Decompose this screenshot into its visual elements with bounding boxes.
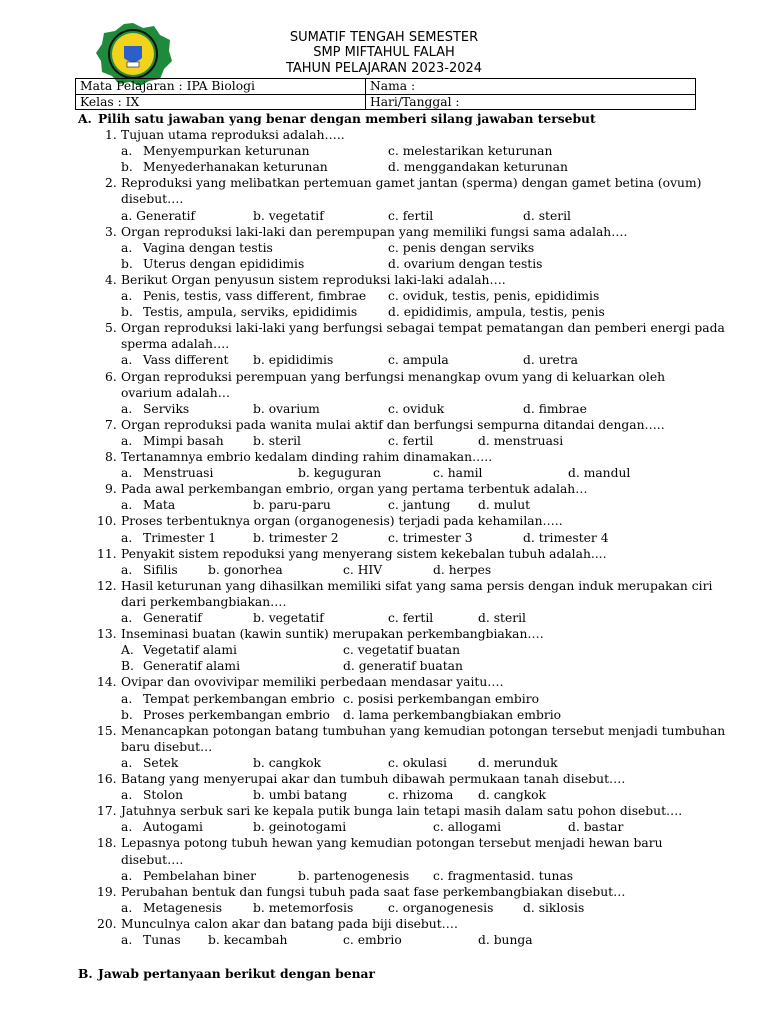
answer-option[interactable]: a. Generatif <box>121 208 196 223</box>
answer-option[interactable]: b. keguguran <box>298 466 382 481</box>
answer-option[interactable]: d. menstruasi <box>478 433 564 448</box>
section-a-title: Pilih satu jawaban yang benar dengan memberi silang jawaban tersebut <box>98 111 596 126</box>
answer-option[interactable]: d. cangkok <box>478 788 547 803</box>
answer-option[interactable]: b. <box>121 256 133 271</box>
answer-option[interactable]: d. epididimis, ampula, testis, penis <box>388 305 605 320</box>
question-text: Perubahan bentuk dan fungsi tubuh pada saat fase perkembangbiakan disebut… <box>121 884 626 899</box>
answer-option[interactable]: d. bunga <box>478 933 533 947</box>
answer-option[interactable]: d. ovarium dengan testis <box>388 256 543 271</box>
answer-option[interactable]: c. allogami <box>433 820 502 835</box>
answer-option[interactable]: b. umbi batang <box>253 788 348 803</box>
question-text: Organ reproduksi pada wanita mulai aktif dan berfungsi sempurna ditandai dengan….. <box>121 417 665 432</box>
answer-option[interactable]: b. steril <box>253 433 301 448</box>
section-b-letter: B. <box>78 966 93 981</box>
answer-option[interactable]: c. okulasi <box>388 755 447 770</box>
answer-option[interactable]: Uterus dengan epididimis <box>143 256 305 271</box>
answer-option[interactable]: Tunas <box>143 933 181 947</box>
answer-option[interactable]: d. generatif buatan <box>343 659 463 674</box>
answer-option[interactable]: a. <box>121 401 133 416</box>
answer-option[interactable]: b. gonorhea <box>208 562 283 577</box>
answer-option[interactable]: Generatif alami <box>143 659 241 674</box>
question-text: Penyakit sistem repoduksi yang menyerang sistem kekebalan tubuh adalah.... <box>121 546 607 561</box>
academic-year: TAHUN PELAJARAN 2023-2024 <box>285 61 483 76</box>
answer-option[interactable]: Mata <box>143 498 176 513</box>
answer-option[interactable]: Vegetatif alami <box>143 643 237 658</box>
answer-option[interactable]: c. oviduk <box>388 401 445 416</box>
answer-option[interactable]: c. fragmentasi <box>433 868 523 883</box>
question-number: 6. <box>105 369 117 384</box>
question-text: Menancapkan potongan batang tumbuhan yang kemudian potongan tersebut menjadi tumbuhan <box>121 723 726 738</box>
question-number: 13. <box>97 627 117 642</box>
answer-option[interactable]: d. mulut <box>478 498 531 513</box>
answer-option[interactable]: a. <box>121 900 133 915</box>
subject-cell: Mata Pelajaran : IPA Biologi <box>76 79 366 95</box>
logo-shield <box>124 46 142 62</box>
answer-option[interactable]: a. <box>121 353 133 368</box>
question-text-continued: disebut…. <box>121 192 184 207</box>
answer-option[interactable]: a. <box>121 144 133 159</box>
answer-option[interactable]: c. fertil <box>388 433 434 448</box>
question-number: 5. <box>105 321 117 336</box>
answer-option[interactable]: d. merunduk <box>478 755 558 770</box>
answer-option[interactable]: a. <box>121 611 133 625</box>
answer-option[interactable]: c. hamil <box>433 466 483 481</box>
answer-option[interactable]: d. bastar <box>568 820 624 835</box>
question-text: Organ reproduksi laki-laki yang berfungsi sebagai tempat pematangan dan pemberi energi pada <box>121 321 725 336</box>
section-b-title: Jawab pertanyaan berikut dengan benar <box>98 966 375 981</box>
answer-option[interactable]: c. fertil <box>388 611 434 625</box>
question-text: Organ reproduksi perempuan yang berfungsi menangkap ovum yang di keluarkan oleh <box>121 369 666 384</box>
answer-option[interactable]: Proses perkembangan embrio <box>143 707 330 722</box>
answer-option[interactable]: Vagina dengan testis <box>143 240 273 255</box>
answer-option[interactable]: d. steril <box>523 208 571 223</box>
answer-option[interactable]: b. partenogenesis <box>298 868 410 883</box>
question-text: Tertanamnya embrio kedalam dinding rahim dinamakan….. <box>121 450 493 464</box>
answer-option[interactable]: B. <box>121 659 134 674</box>
question-number: 7. <box>105 417 117 432</box>
answer-option[interactable]: a. <box>121 933 133 947</box>
answer-option[interactable]: d. herpes <box>433 562 492 577</box>
answer-option[interactable]: c. penis dengan serviks <box>388 240 535 255</box>
answer-option[interactable]: Testis, ampula, serviks, epididimis <box>143 305 358 320</box>
answer-option[interactable]: a. <box>121 820 133 835</box>
answer-option[interactable]: c. posisi perkembangan embiro <box>343 691 539 706</box>
answer-option[interactable]: d. mandul <box>568 466 631 481</box>
answer-option[interactable]: b. vegetatif <box>253 208 324 223</box>
answer-option[interactable]: Menyempurkan keturunan <box>143 144 310 159</box>
answer-option[interactable]: a. <box>121 755 133 770</box>
answer-option[interactable]: d. lama perkembangbiakan embrio <box>343 707 562 722</box>
answer-option[interactable]: c. oviduk, testis, penis, epididimis <box>388 289 600 303</box>
answer-option[interactable]: b. geinotogami <box>253 820 347 835</box>
date-field[interactable]: Hari/Tanggal : <box>366 94 696 110</box>
answer-option[interactable]: A. <box>121 643 134 658</box>
question-text: Jatuhnya serbuk sari ke kepala putik bunga lain tetapi masih dalam satu pohon disebut…. <box>121 804 683 819</box>
answer-option[interactable]: Mimpi basah <box>143 433 224 448</box>
answer-option[interactable]: d. trimester 4 <box>523 530 609 545</box>
question-text: Proses terbentuknya organ (organogenesis) terjadi pada kehamilan….. <box>121 514 563 529</box>
answer-option[interactable]: d. tunas <box>523 868 574 883</box>
question-text: Organ reproduksi laki-laki dan perempupan yang memiliki fungsi sama adalah…. <box>121 224 628 239</box>
school-logo <box>94 22 172 86</box>
answer-option[interactable]: b. <box>121 160 133 175</box>
question-text: Ovipar dan ovovivipar memiliki perbedaan mendasar yaitu…. <box>121 675 504 690</box>
answer-option[interactable]: a. <box>121 240 133 255</box>
question-number: 14. <box>97 675 117 690</box>
question-number: 10. <box>97 514 117 529</box>
answer-option[interactable]: d. steril <box>478 611 526 625</box>
answer-option[interactable]: Menyederhanakan keturunan <box>143 160 328 175</box>
question-text-continued: baru disebut… <box>121 739 213 754</box>
answer-option[interactable]: Autogami <box>143 820 203 835</box>
answer-option[interactable]: b. kecambah <box>208 933 288 947</box>
question-text: Lepasnya potong tubuh hewan yang kemudian potongan tersebut menjadi hewan baru <box>121 836 663 851</box>
question-number: 16. <box>97 772 117 786</box>
class-cell: Kelas : IX <box>76 94 366 110</box>
answer-option[interactable]: Menstruasi <box>143 466 214 481</box>
question-text-continued: ovarium adalah… <box>121 385 230 400</box>
answer-option[interactable]: Tempat perkembangan embrio <box>143 691 335 706</box>
question-text-continued: disebut…. <box>121 852 184 867</box>
question-number: 1. <box>105 128 117 142</box>
answer-option[interactable]: c. ampula <box>388 353 449 368</box>
question-number: 18. <box>97 836 117 851</box>
answer-option[interactable]: b. vegetatif <box>253 611 324 625</box>
answer-option[interactable]: b. metemorfosis <box>253 900 354 915</box>
answer-option[interactable]: a. <box>121 788 133 803</box>
question-number: 3. <box>105 224 117 239</box>
answer-option[interactable]: c. organogenesis <box>388 900 494 915</box>
answer-option[interactable]: Sifilis <box>143 562 178 577</box>
answer-option[interactable]: a. <box>121 691 133 706</box>
answer-option[interactable]: Penis, testis, vass different, fimbrae <box>143 289 367 303</box>
answer-option[interactable]: b. <box>121 305 133 320</box>
answer-option[interactable]: b. trimester 2 <box>253 530 339 545</box>
answer-option[interactable]: b. ovarium <box>253 401 320 416</box>
question-text-continued: sperma adalah…. <box>121 337 230 352</box>
question-text: Pada awal perkembangan embrio, organ yang pertama terbentuk adalah… <box>121 482 588 497</box>
question-number: 19. <box>97 884 117 899</box>
question-number: 4. <box>105 272 117 287</box>
answer-option[interactable]: d. uretra <box>523 353 578 368</box>
answer-option[interactable]: c. rhizoma <box>388 788 454 803</box>
answer-option[interactable]: b. <box>121 707 133 722</box>
answer-option[interactable]: c. melestarikan keturunan <box>388 144 553 159</box>
question-text: Munculnya calon akar dan batang pada biji disebut…. <box>121 916 458 931</box>
section-a-letter: A. <box>78 111 92 126</box>
exam-title: SUMATIF TENGAH SEMESTER <box>289 30 479 45</box>
answer-option[interactable]: b. epididimis <box>253 353 334 368</box>
answer-option[interactable]: b. paru-paru <box>253 498 331 513</box>
answer-option[interactable]: d. menggandakan keturunan <box>388 160 568 175</box>
answer-option[interactable]: Pembelahan biner <box>143 868 257 883</box>
question-text: Tujuan utama reproduksi adalah….. <box>121 128 345 142</box>
question-number: 2. <box>105 176 117 191</box>
question-text: Hasil keturunan yang dihasilkan memiliki sifat yang sama persis dengan induk merupakan ciri <box>121 578 713 593</box>
answer-option[interactable]: a. <box>121 289 133 303</box>
name-field[interactable]: Nama : <box>366 79 696 95</box>
answer-option[interactable]: c. vegetatif buatan <box>343 643 461 658</box>
answer-option[interactable]: a. <box>121 530 133 545</box>
question-text: Inseminasi buatan (kawin suntik) merupakan perkembangbiakan…. <box>121 627 544 642</box>
question-number: 9. <box>105 482 117 497</box>
answer-option[interactable]: Stolon <box>143 788 184 803</box>
question-number: 20. <box>97 916 117 931</box>
student-info-table <box>75 78 696 110</box>
answer-option[interactable]: Serviks <box>143 401 190 416</box>
question-text-continued: dari perkembangbiakan…. <box>121 594 287 609</box>
answer-option[interactable]: Metagenesis <box>143 900 223 915</box>
answer-option[interactable]: a. <box>121 433 133 448</box>
answer-option[interactable]: Setek <box>143 755 179 770</box>
answer-option[interactable]: Vass different <box>143 353 229 368</box>
answer-option[interactable]: Generatif <box>143 611 202 625</box>
question-text: Berikut Organ penyusun sistem reproduksi laki-laki adalah…. <box>121 272 506 287</box>
question-text: Reproduksi yang melibatkan pertemuan gamet jantan (sperma) dengan gamet betina (ovum) <box>121 176 702 191</box>
answer-option[interactable]: a. <box>121 562 133 577</box>
question-text: Batang yang menyerupai akar dan tumbuh dibawah permukaan tanah disebut…. <box>121 772 626 786</box>
answer-option[interactable]: d. siklosis <box>523 900 585 915</box>
question-number: 12. <box>97 578 117 593</box>
logo-book <box>127 62 139 67</box>
answer-option[interactable]: a. <box>121 466 133 481</box>
question-number: 11. <box>97 546 117 561</box>
answer-option[interactable]: a. <box>121 498 133 513</box>
answer-option[interactable]: c. HIV <box>343 562 383 577</box>
answer-option[interactable]: Trimester 1 <box>143 530 217 545</box>
answer-option[interactable]: d. fimbrae <box>523 401 587 416</box>
answer-option[interactable]: c. trimester 3 <box>388 530 473 545</box>
answer-option[interactable]: c. fertil <box>388 208 434 223</box>
question-number: 15. <box>97 723 117 738</box>
question-number: 8. <box>105 450 117 464</box>
answer-option[interactable]: c. jantung <box>388 498 451 513</box>
school-name: SMP MIFTAHUL FALAH <box>313 45 455 60</box>
answer-option[interactable]: c. embrio <box>343 933 402 947</box>
answer-option[interactable]: a. <box>121 868 133 883</box>
answer-option[interactable]: b. cangkok <box>253 755 322 770</box>
question-number: 17. <box>97 804 117 819</box>
